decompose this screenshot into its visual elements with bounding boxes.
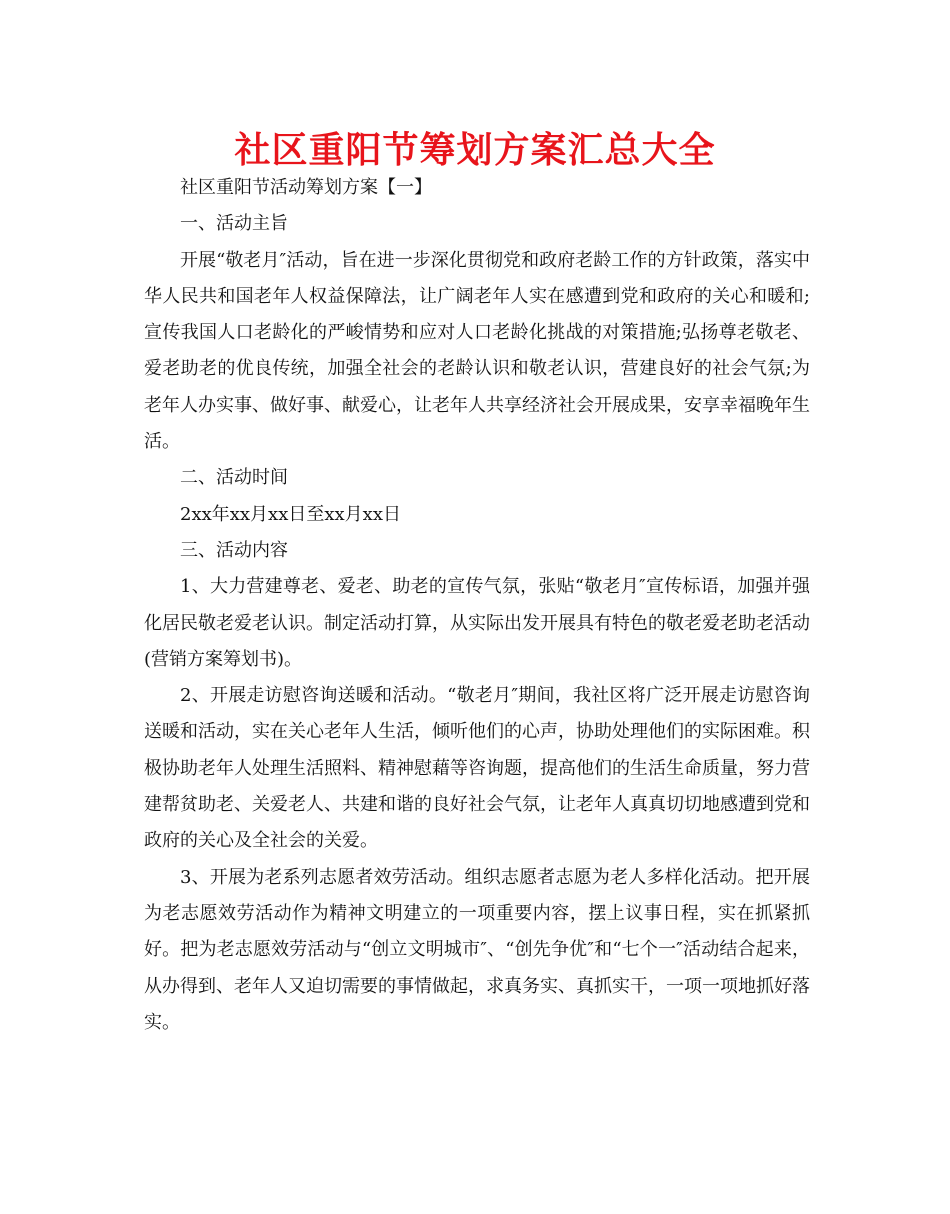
section-heading-purpose: 一、活动主旨 xyxy=(180,213,288,235)
section-heading-content: 三、活动内容 xyxy=(180,539,288,561)
paragraph-content-1: 1、大力营建尊老、爱老、助老的宣传气氛，张贴“敬老月″宣传标语，加强并强化居民敬老爱老认识。制定活动打算，从实际出发开展具有特色的敬老爱老助老活动(营销方案筹划书)。 xyxy=(144,576,810,670)
paragraph-time: 2xx年xx月xx日至xx月xx日 xyxy=(180,503,401,525)
paragraph-content-2: 2、开展走访慰咨询送暖和活动。“敬老月″期间，我社区将广泛开展走访慰咨询送暖和活动，实在关心老年人生活，倾听他们的心声，协助处理他们的实际困难。积极协助老年人处理生活照料、精神慰藉等咨询题，提高他们的生活生命质量，努力营建帮贫助老、关爱老人、共建和谐的良好社会气氛，让老年人真真切切地感遭到党和政府的关心及全社会的关爱。 xyxy=(144,685,810,852)
document-title: 社区重阳节筹划方案汇总大全 xyxy=(234,130,716,171)
paragraph-purpose: 开展“敬老月″活动，旨在进一步深化贯彻党和政府老龄工作的方针政策，落实中华人民共和国老年人权益保障法，让广阔老年人实在感遭到党和政府的关心和暖和;宣传我国人口老龄化的严峻情势和应对人口老龄化挑战的对策措施;弘扬尊老敬老、爱老助老的优良传统，加强全社会的老龄认识和敬老认识，营建良好的社会气氛;为老年人办实事、做好事、献爱心，让老年人共享经济社会开展成果，安享幸福晚年生活。 xyxy=(144,249,810,453)
section-heading-time: 二、活动时间 xyxy=(180,467,288,489)
document-body xyxy=(144,170,810,1041)
document-subtitle: 社区重阳节活动筹划方案【一】 xyxy=(180,177,432,198)
paragraph-content-3: 3、开展为老系列志愿者效劳活动。组织志愿者志愿为老人多样化活动。把开展为老志愿效劳活动作为精神文明建立的一项重要内容，摆上议事日程，实在抓紧抓好。把为老志愿效劳活动与“创立文明城市″、“创先争优″和“七个一″活动结合起来，从办得到、老年人又迫切需要的事情做起，求真务实、真抓实干，一项一项地抓好落实。 xyxy=(144,866,810,1033)
